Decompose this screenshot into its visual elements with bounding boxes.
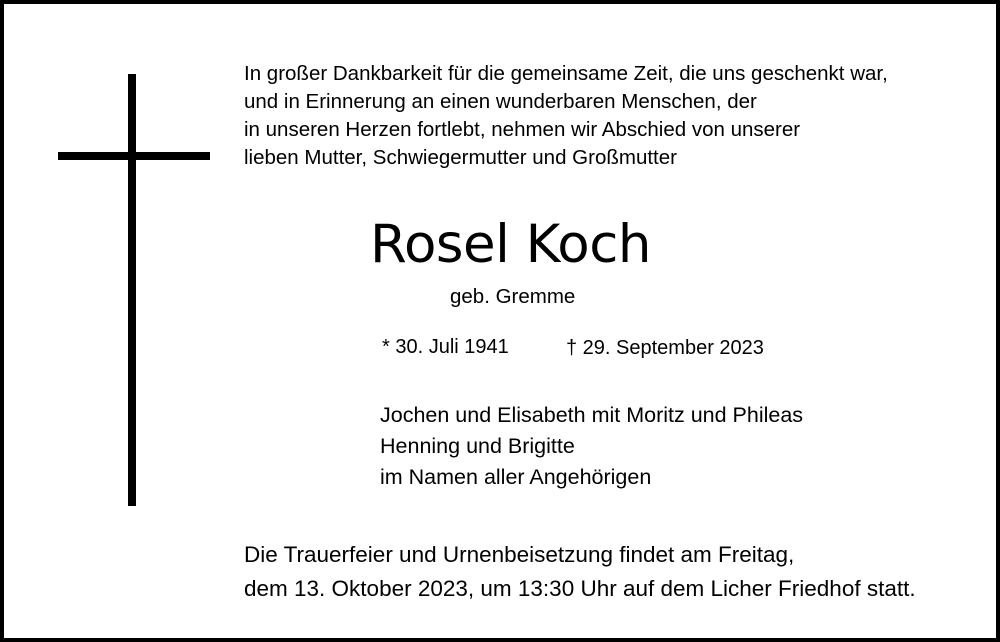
funeral-info: [244, 538, 916, 606]
intro-line: lieben Mutter, Schwiegermutter und Großmutter: [244, 146, 677, 169]
intro-line: in unseren Herzen fortlebt, nehmen wir Abschied von unserer: [244, 118, 801, 141]
funeral-line: Die Trauerfeier und Urnenbeisetzung findet am Freitag,: [244, 542, 795, 567]
intro-text: [244, 60, 888, 172]
birth-date: * 30. Juli 1941: [382, 336, 509, 358]
mourner-line: Jochen und Elisabeth mit Moritz und Phileas: [380, 403, 804, 427]
mourners-list: [380, 400, 803, 493]
mourner-line: im Namen aller Angehörigen: [380, 465, 652, 489]
cross-vertical-bar: [128, 74, 136, 506]
death-date: † 29. September 2023: [566, 337, 764, 359]
deceased-name: Rosel Koch: [370, 214, 651, 275]
intro-line: und in Erinnerung an einen wunderbaren Menschen, der: [244, 90, 757, 113]
funeral-line: dem 13. Oktober 2023, um 13:30 Uhr auf dem Licher Friedhof statt.: [244, 576, 916, 601]
maiden-name: geb. Gremme: [450, 285, 576, 308]
cross-horizontal-bar: [58, 152, 210, 160]
mourner-line: Henning und Brigitte: [380, 434, 575, 458]
intro-line: In großer Dankbarkeit für die gemeinsame Zeit, die uns geschenkt war,: [244, 62, 888, 85]
